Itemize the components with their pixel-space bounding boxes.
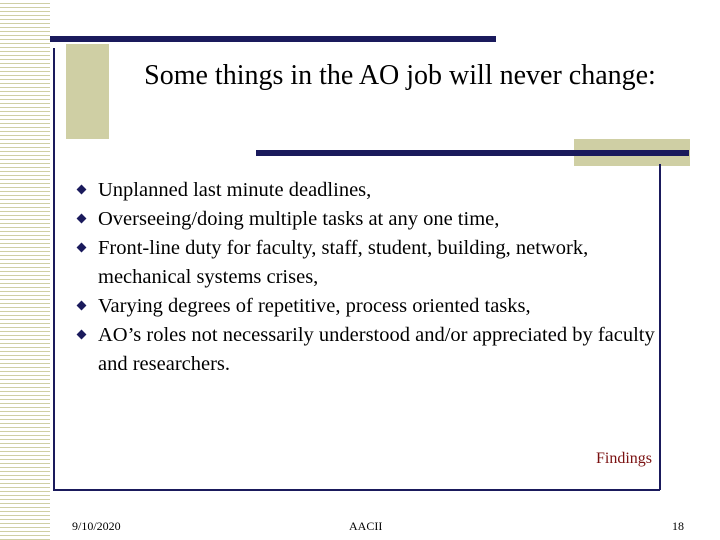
bullet-text: Varying degrees of repetitive, process oriented tasks, [98,295,531,317]
decorative-tan-block-top [66,44,109,139]
bullet-text: AO’s roles not necessarily understood and/or appreciated by faculty and researchers. [98,324,655,375]
bullet-item [76,234,686,292]
bullet-text: Front-line duty for faculty, staff, student, building, network, mechanical systems crises, [98,237,589,288]
content-frame-left-line [53,48,55,490]
bullet-item [76,205,686,234]
footer-center-text: AACII [349,519,383,533]
left-striped-band [0,0,50,540]
bullet-item [76,321,686,379]
footer-date: 9/10/2020 [72,519,121,533]
bullet-text: Overseeing/doing multiple tasks at any one time, [98,208,500,230]
diamond-bullet-icon [77,243,87,253]
bullet-item [76,292,686,321]
diamond-bullet-icon [77,330,87,340]
slide-title: Some things in the AO job will never change: [144,60,656,91]
title-bottom-rule [256,150,689,156]
bullet-list [76,176,686,379]
diamond-bullet-icon [77,185,87,195]
footer-page-number: 18 [672,519,684,533]
diamond-bullet-icon [77,214,87,224]
bullet-text: Unplanned last minute deadlines, [98,179,372,201]
content-frame-bottom-line [53,489,660,491]
bullet-item [76,176,686,205]
diamond-bullet-icon [77,301,87,311]
findings-label: Findings [595,450,652,467]
title-top-rule [50,36,496,42]
